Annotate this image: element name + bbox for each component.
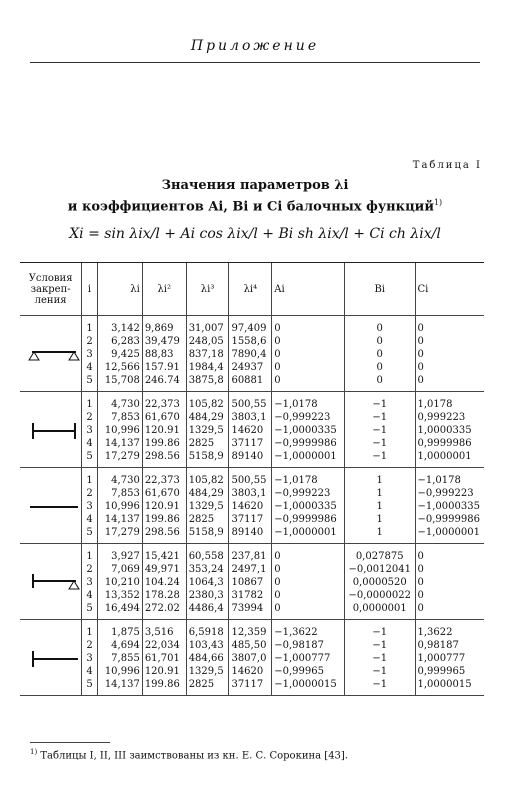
- value: 1: [86, 627, 93, 638]
- value: 0: [274, 362, 281, 373]
- value: 10,996: [104, 666, 140, 677]
- value: 199.86: [144, 438, 180, 449]
- header-lambda4: λi⁴: [229, 263, 272, 316]
- value: 14620: [231, 666, 264, 677]
- value: 61,670: [144, 412, 180, 423]
- cell-l1: [97, 316, 142, 392]
- table-label: Таблица I: [412, 160, 482, 171]
- value: 1: [376, 488, 383, 499]
- value: −1: [372, 438, 388, 449]
- value: 89140: [231, 527, 264, 538]
- cell-B: [344, 316, 415, 392]
- title-footnote-mark: 1): [433, 198, 443, 207]
- value: 4: [86, 590, 93, 601]
- value: 1329,5: [188, 501, 224, 512]
- value: 0,027875: [355, 551, 404, 562]
- value: 9,425: [111, 349, 140, 360]
- value: 1,0000335: [417, 425, 472, 436]
- value: 199.86: [144, 679, 180, 690]
- value: 105,82: [188, 475, 224, 486]
- value: 1064,3: [188, 577, 224, 588]
- value: 31,007: [188, 323, 224, 334]
- value: 31782: [231, 590, 264, 601]
- value: 5: [86, 527, 93, 538]
- value: 0: [417, 349, 424, 360]
- value: −1: [372, 451, 388, 462]
- value: −0,99965: [274, 666, 324, 677]
- table-row-group: [20, 468, 484, 544]
- value: 4: [86, 362, 93, 373]
- table-row-group: [20, 544, 484, 620]
- value: 60881: [231, 375, 264, 386]
- value: 1329,5: [188, 666, 224, 677]
- cell-i: [82, 316, 98, 392]
- value: 298.56: [144, 451, 180, 462]
- value: 6,5918: [188, 627, 224, 638]
- value: 10,996: [104, 425, 140, 436]
- cell-B: [344, 392, 415, 468]
- value: 73994: [231, 603, 264, 614]
- value: 246.74: [144, 375, 180, 386]
- table-header-row: [20, 263, 484, 316]
- value: 0: [417, 564, 424, 575]
- cell-C: [415, 544, 484, 620]
- value: −1: [372, 627, 388, 638]
- value: 4: [86, 514, 93, 525]
- value: 7,853: [111, 488, 140, 499]
- value: −1,0000015: [274, 679, 337, 690]
- value: 120.91: [144, 666, 180, 677]
- value: 1,0178: [417, 399, 453, 410]
- cell-A: [272, 316, 345, 392]
- value: −1,0000335: [417, 501, 480, 512]
- value: 3,516: [144, 627, 174, 638]
- value: 0: [274, 564, 281, 575]
- value: 484,29: [188, 488, 224, 499]
- value: 10,996: [104, 501, 140, 512]
- value: −0,0000022: [348, 590, 411, 601]
- value: 1: [376, 475, 383, 486]
- header-conditions: Условия закреп-ления: [20, 263, 82, 316]
- value: 1: [86, 551, 93, 562]
- free-free-beam-icon: [28, 498, 80, 519]
- value: 837,18: [188, 349, 224, 360]
- value: 0: [274, 551, 281, 562]
- value: 1558,6: [231, 336, 267, 347]
- value: 0: [274, 590, 281, 601]
- cell-l3: [186, 392, 229, 468]
- value: 0: [274, 375, 281, 386]
- value: 89140: [231, 451, 264, 462]
- value: 484,66: [188, 653, 224, 664]
- value: −1,0178: [274, 399, 318, 410]
- value: 500,55: [231, 475, 267, 486]
- value: 10867: [231, 577, 264, 588]
- clamped-clamped-beam-icon: [28, 422, 80, 443]
- cell-A: [272, 620, 345, 696]
- value: 3,142: [111, 323, 140, 334]
- cell-l1: [97, 468, 142, 544]
- cell-B: [344, 468, 415, 544]
- cell-l3: [186, 468, 229, 544]
- cell-C: [415, 316, 484, 392]
- value: 1: [86, 475, 93, 486]
- value: 0: [274, 603, 281, 614]
- value: 0: [376, 336, 383, 347]
- cell-l3: [186, 620, 229, 696]
- footnote-rule: [30, 742, 110, 743]
- value: 5158,9: [188, 527, 224, 538]
- footnote: [30, 748, 348, 761]
- value: −1: [372, 679, 388, 690]
- value: 0: [274, 349, 281, 360]
- value: 0: [417, 362, 424, 373]
- cell-l3: [186, 316, 229, 392]
- value: −0,9999986: [274, 438, 337, 449]
- cell-l1: [97, 392, 142, 468]
- value: 5: [86, 451, 93, 462]
- value: 0: [417, 323, 424, 334]
- header-lambda: λi: [97, 263, 142, 316]
- clamped-hinged-beam-icon: [28, 574, 80, 595]
- cell-l4: [229, 468, 272, 544]
- value: 2825: [188, 679, 215, 690]
- value: 1,3622: [417, 627, 453, 638]
- value: 0: [376, 323, 383, 334]
- value: −0,9999986: [274, 514, 337, 525]
- value: 12,359: [231, 627, 267, 638]
- value: 61,670: [144, 488, 180, 499]
- scheme-cell: [20, 544, 82, 620]
- cell-i: [82, 392, 98, 468]
- value: 7,069: [111, 564, 140, 575]
- value: 0: [417, 375, 424, 386]
- value: −1: [372, 399, 388, 410]
- value: −1,0000335: [274, 425, 337, 436]
- simply-supported-beam-icon: [28, 346, 80, 367]
- header-lambda3: λi³: [186, 263, 229, 316]
- value: 484,29: [188, 412, 224, 423]
- value: 2: [86, 336, 93, 347]
- value: 97,409: [231, 323, 267, 334]
- value: −1,0000001: [274, 527, 337, 538]
- cell-l4: [229, 316, 272, 392]
- value: 0,999965: [417, 666, 466, 677]
- value: −0,0012041: [348, 564, 411, 575]
- header-b: Bi: [344, 263, 415, 316]
- value: 3807,0: [231, 653, 267, 664]
- value: 1: [376, 514, 383, 525]
- value: 13,352: [104, 590, 140, 601]
- value: 37117: [231, 679, 264, 690]
- value: 0,9999986: [417, 438, 472, 449]
- value: 7890,4: [231, 349, 267, 360]
- footnote-text: Таблицы I, II, III заимствованы из кн. Е. С. Сорокина [43].: [40, 750, 349, 762]
- table-row-group: [20, 392, 484, 468]
- table-title-line2: [0, 198, 510, 214]
- value: −1,000777: [274, 653, 331, 664]
- value: 1: [376, 501, 383, 512]
- value: 14,137: [104, 438, 140, 449]
- cell-l3: [186, 544, 229, 620]
- value: −0,98187: [274, 640, 324, 651]
- value: −1,0178: [274, 475, 318, 486]
- value: −1: [372, 425, 388, 436]
- value: 37117: [231, 514, 264, 525]
- header-rule: [30, 62, 480, 63]
- value: −1,0000335: [274, 501, 337, 512]
- cell-l1: [97, 620, 142, 696]
- cell-A: [272, 468, 345, 544]
- header-lambda2: λi²: [142, 263, 186, 316]
- value: 2: [86, 640, 93, 651]
- table-row-group: [20, 620, 484, 696]
- header-c: Ci: [415, 263, 484, 316]
- value: 22,373: [144, 475, 180, 486]
- value: 7,853: [111, 412, 140, 423]
- cell-l4: [229, 620, 272, 696]
- value: 0: [417, 577, 424, 588]
- value: 5: [86, 679, 93, 690]
- value: 4: [86, 666, 93, 677]
- value: 0,0000001: [352, 603, 407, 614]
- cell-l2: [142, 620, 186, 696]
- cell-l2: [142, 392, 186, 468]
- value: 0: [376, 362, 383, 373]
- value: 4486,4: [188, 603, 224, 614]
- cell-C: [415, 392, 484, 468]
- value: 39,479: [144, 336, 180, 347]
- value: 4,694: [111, 640, 140, 651]
- value: −0,999223: [274, 412, 331, 423]
- cell-i: [82, 468, 98, 544]
- value: 6,283: [111, 336, 140, 347]
- value: 0: [417, 603, 424, 614]
- value: 24937: [231, 362, 264, 373]
- value: 14,137: [104, 679, 140, 690]
- value: 1984,4: [188, 362, 224, 373]
- value: 3875,8: [188, 375, 224, 386]
- value: 0: [417, 590, 424, 601]
- value: 2: [86, 488, 93, 499]
- value: 4,730: [111, 399, 140, 410]
- value: −1,0000001: [417, 527, 480, 538]
- beam-function-formula: Xi = sin λix/l + Ai cos λix/l + Bi sh λix/l + Ci ch λix/l: [69, 226, 441, 242]
- value: 237,81: [231, 551, 267, 562]
- value: 0: [376, 375, 383, 386]
- value: 0,0000520: [352, 577, 407, 588]
- cell-l2: [142, 544, 186, 620]
- footnote-mark: 1): [30, 748, 38, 756]
- value: 0,999223: [417, 412, 466, 423]
- value: 0: [274, 577, 281, 588]
- value: 15,421: [144, 551, 180, 562]
- value: 4,730: [111, 475, 140, 486]
- value: 199.86: [144, 514, 180, 525]
- value: 37117: [231, 438, 264, 449]
- value: 22,034: [144, 640, 180, 651]
- value: 120.91: [144, 425, 180, 436]
- value: 2: [86, 564, 93, 575]
- cell-C: [415, 620, 484, 696]
- value: 3803,1: [231, 488, 267, 499]
- value: 0: [417, 551, 424, 562]
- value: 14620: [231, 501, 264, 512]
- value: 17,279: [104, 451, 140, 462]
- value: 17,279: [104, 527, 140, 538]
- value: 16,494: [104, 603, 140, 614]
- header-a: Ai: [272, 263, 345, 316]
- value: 272.02: [144, 603, 180, 614]
- value: 7,855: [111, 653, 140, 664]
- value: 3: [86, 425, 93, 436]
- value: −1: [372, 640, 388, 651]
- cell-l4: [229, 392, 272, 468]
- scheme-cell: [20, 392, 82, 468]
- scheme-cell: [20, 620, 82, 696]
- value: 2380,3: [188, 590, 224, 601]
- value: 61,701: [144, 653, 180, 664]
- parameters-table: [20, 262, 484, 696]
- header-i: i: [82, 263, 98, 316]
- value: 1,0000015: [417, 679, 472, 690]
- value: 15,708: [104, 375, 140, 386]
- cell-l2: [142, 468, 186, 544]
- cell-A: [272, 392, 345, 468]
- value: 22,373: [144, 399, 180, 410]
- cell-B: [344, 620, 415, 696]
- value: 4: [86, 438, 93, 449]
- value: 298.56: [144, 527, 180, 538]
- value: 105,82: [188, 399, 224, 410]
- value: 1: [376, 527, 383, 538]
- value: 3803,1: [231, 412, 267, 423]
- value: 88,83: [144, 349, 174, 360]
- value: 2497,1: [231, 564, 267, 575]
- value: 485,50: [231, 640, 267, 651]
- value: 103,43: [188, 640, 224, 651]
- value: 60,558: [188, 551, 224, 562]
- value: 1329,5: [188, 425, 224, 436]
- value: 1: [86, 323, 93, 334]
- cell-l4: [229, 544, 272, 620]
- scheme-cell: [20, 468, 82, 544]
- value: 0: [274, 323, 281, 334]
- value: 0: [417, 336, 424, 347]
- value: −0,999223: [417, 488, 474, 499]
- cell-B: [344, 544, 415, 620]
- value: 2825: [188, 514, 215, 525]
- value: 0,98187: [417, 640, 459, 651]
- value: 2: [86, 412, 93, 423]
- value: 0: [274, 336, 281, 347]
- value: 3: [86, 349, 93, 360]
- value: −0,9999986: [417, 514, 480, 525]
- value: 2825: [188, 438, 215, 449]
- value: 1,875: [111, 627, 140, 638]
- value: 1: [86, 399, 93, 410]
- value: 5: [86, 603, 93, 614]
- value: 9,869: [144, 323, 174, 334]
- value: −1: [372, 666, 388, 677]
- value: 104.24: [144, 577, 180, 588]
- value: 248,05: [188, 336, 224, 347]
- value: 3: [86, 653, 93, 664]
- cell-l2: [142, 316, 186, 392]
- scheme-cell: [20, 316, 82, 392]
- cantilever-beam-icon: [28, 650, 80, 671]
- value: 49,971: [144, 564, 180, 575]
- value: −1,0000001: [274, 451, 337, 462]
- value: 500,55: [231, 399, 267, 410]
- value: 3: [86, 577, 93, 588]
- value: 5158,9: [188, 451, 224, 462]
- page-header: Приложение: [190, 38, 320, 54]
- value: 0: [376, 349, 383, 360]
- value: 14,137: [104, 514, 140, 525]
- cell-l1: [97, 544, 142, 620]
- cell-A: [272, 544, 345, 620]
- value: −1,3622: [274, 627, 318, 638]
- value: −1,0178: [417, 475, 461, 486]
- value: 12,566: [104, 362, 140, 373]
- value: 353,24: [188, 564, 224, 575]
- value: 3: [86, 501, 93, 512]
- cell-i: [82, 544, 98, 620]
- value: 10,210: [104, 577, 140, 588]
- value: 157.91: [144, 362, 180, 373]
- table-row-group: [20, 316, 484, 392]
- value: 120.91: [144, 501, 180, 512]
- value: 14620: [231, 425, 264, 436]
- value: −1: [372, 653, 388, 664]
- value: 1,0000001: [417, 451, 472, 462]
- cell-i: [82, 620, 98, 696]
- table-title-line1: Значения параметров λi: [161, 178, 349, 193]
- value: 1,000777: [417, 653, 466, 664]
- value: 178.28: [144, 590, 180, 601]
- table-title-text: и коэффициентов Ai, Bi и Ci балочных функций: [67, 199, 434, 215]
- value: 3,927: [111, 551, 140, 562]
- cell-C: [415, 468, 484, 544]
- value: 5: [86, 375, 93, 386]
- value: −0,999223: [274, 488, 331, 499]
- value: −1: [372, 412, 388, 423]
